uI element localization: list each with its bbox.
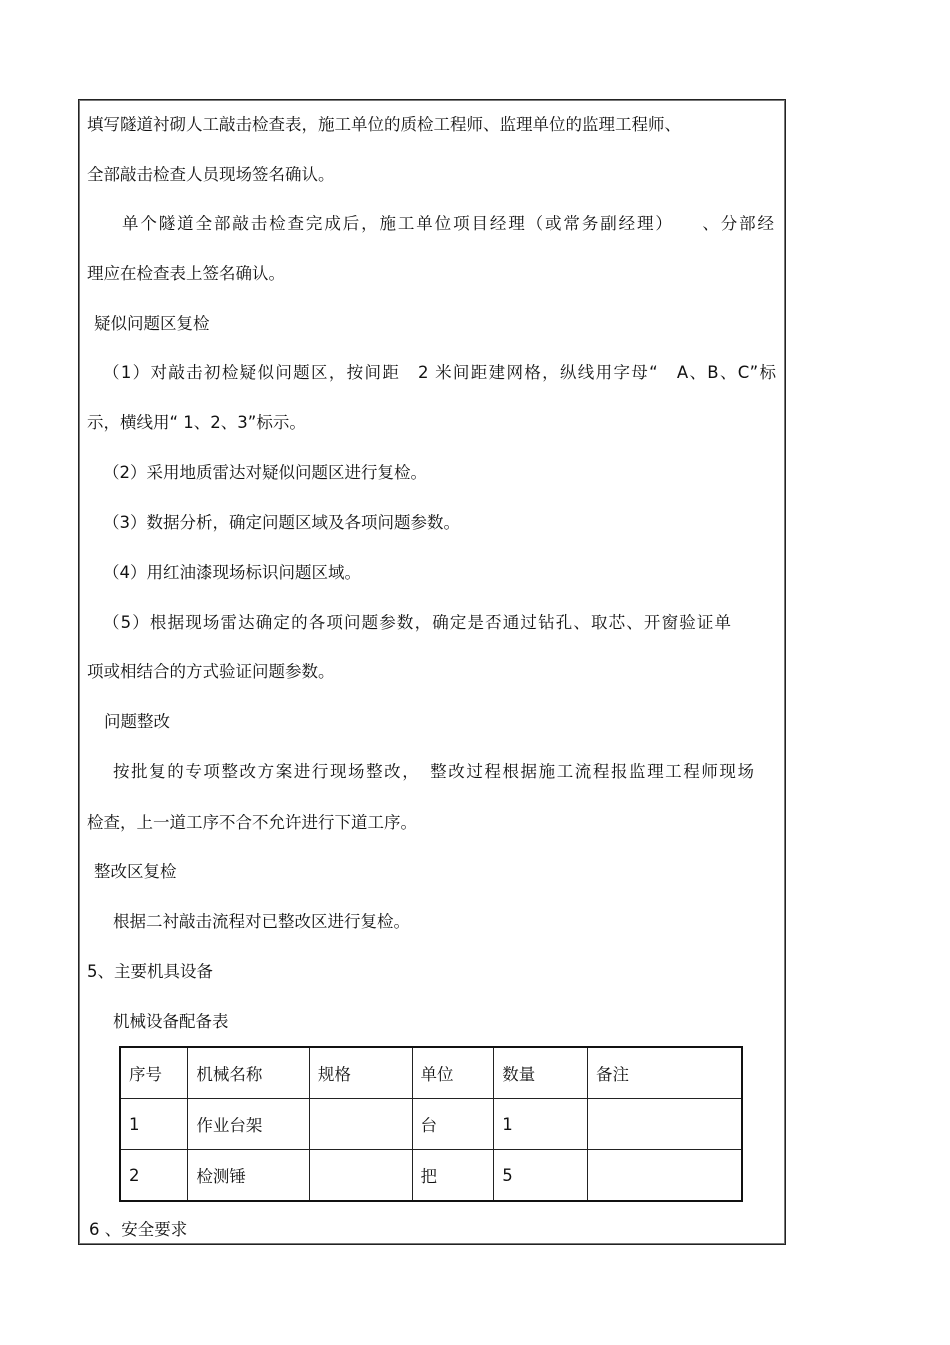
section-heading-equipment: 5、主要机具设备 xyxy=(87,962,213,981)
table-cell xyxy=(588,1150,743,1202)
header-cell: 数量 xyxy=(494,1047,588,1099)
table-cell: 2 xyxy=(120,1150,188,1202)
text-line-10: （4）用红油漆现场标识问题区域。 xyxy=(103,563,361,582)
table-cell: 检测锤 xyxy=(188,1150,310,1202)
table-cell: 台 xyxy=(412,1099,494,1150)
text-line-9: （3）数据分析，确定问题区域及各项问题参数。 xyxy=(103,513,460,532)
text-line-15: 检查，上一道工序不合不允许进行下道工序。 xyxy=(87,813,417,832)
text-line-1: 填写隧道衬砌人工敲击检查表，施工单位的质检工程师、监理单位的监理工程师、 xyxy=(87,115,681,134)
table-row xyxy=(120,1099,742,1150)
text-line-14: 按批复的专项整改方案进行现场整改， 整改过程根据施工流程报监理工程师现场 xyxy=(113,762,754,781)
section-heading-suspect-recheck: 疑似问题区复检 xyxy=(94,314,210,333)
table-cell: 1 xyxy=(494,1099,588,1150)
equipment-table xyxy=(119,1046,743,1202)
text-line-4: 理应在检查表上签名确认。 xyxy=(87,264,285,283)
header-cell: 序号 xyxy=(120,1047,188,1099)
section-heading-safety: 6 、安全要求 xyxy=(89,1220,188,1239)
text-line-17: 根据二衬敲击流程对已整改区进行复检。 xyxy=(113,912,410,931)
table-cell: 5 xyxy=(494,1150,588,1202)
table-cell xyxy=(309,1150,412,1202)
table-cell: 1 xyxy=(120,1099,188,1150)
table-cell: 把 xyxy=(412,1150,494,1202)
text-line-12: 项或相结合的方式验证问题参数。 xyxy=(87,662,335,681)
table-caption: 机械设备配备表 xyxy=(113,1012,229,1031)
table-cell xyxy=(309,1099,412,1150)
header-cell: 备注 xyxy=(588,1047,743,1099)
section-heading-rectification: 问题整改 xyxy=(104,712,170,731)
header-cell: 单位 xyxy=(412,1047,494,1099)
table-header-row xyxy=(120,1047,742,1099)
text-line-8: （2）采用地质雷达对疑似问题区进行复检。 xyxy=(103,463,427,482)
header-cell: 机械名称 xyxy=(188,1047,310,1099)
text-line-2: 全部敲击检查人员现场签名确认。 xyxy=(87,165,335,184)
table-cell: 作业台架 xyxy=(188,1099,310,1150)
header-cell: 规格 xyxy=(309,1047,412,1099)
table-row xyxy=(120,1150,742,1202)
text-line-11: （5）根据现场雷达确定的各项问题参数，确定是否通过钻孔、取芯、开窗验证单 xyxy=(103,613,731,632)
table-cell xyxy=(588,1099,743,1150)
text-line-3: 单个隧道全部敲击检查完成后，施工单位项目经理（或常务副经理） 、分部经 xyxy=(122,214,774,233)
text-line-7: 示，横线用“ 1、2、3”标示。 xyxy=(87,413,306,432)
section-heading-rectified-recheck: 整改区复检 xyxy=(94,862,177,881)
text-line-6: （1）对敲击初检疑似问题区，按间距 2 米间距建网格，纵线用字母“ A、B、C”标 xyxy=(103,363,776,382)
